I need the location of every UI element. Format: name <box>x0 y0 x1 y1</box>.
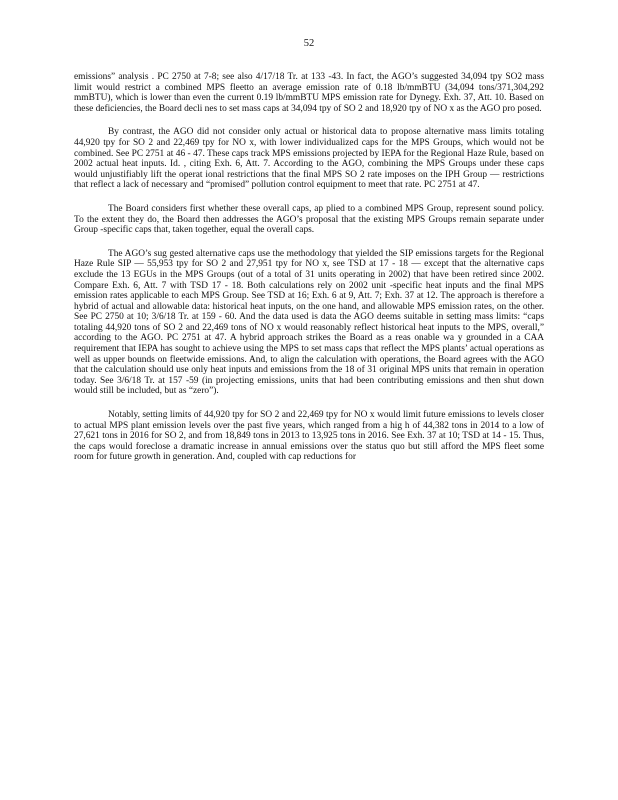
document-body <box>74 72 544 476</box>
paragraph-2: By contrast, the AGO did not consider only actual or historical data to propose alternative mass limits totaling 44,920 tpy for SO 2 and 22,469 tpy for NO x, with lower individualized caps for the MPS Groups, which would not be combined. See PC 2751 at 46 - 47. These caps track MPS emissions projected by IEPA for the Regional Haze Rule, based on 2002 actual heat inputs. Id. , citing Exh. 6, Att. 7. According to the AGO, combining the MPS Groups under these caps would unjustifiably lift the operat ional restrictions that the final MPS SO 2 rate imposes on the IPH Group — restrictions that reflect a lack of necessary and “promised” pollution control equipment to meet that rate. PC 2751 at 47. <box>74 127 544 191</box>
paragraph-5: Notably, setting limits of 44,920 tpy for SO 2 and 22,469 tpy for NO x would limit future emissions to levels closer to actual MPS plant emission levels over the past five years, which ranged from a hig h of 44,382 tons in 2014 to a low of 27,621 tons in 2016 for SO 2, and from 18,849 tons in 2013 to 13,925 tons in 2016. See Exh. 37 at 10; TSD at 14 - 15. Thus, the caps would foreclose a dramatic increase in annual emissions over the status quo but still afford the MPS fleet some room for future growth in generation. And, coupled with cap reductions for <box>74 410 544 463</box>
paragraph-3: The Board considers first whether these overall caps, ap plied to a combined MPS Group, represent sound policy. To the extent they do, the Board then addresses the AGO’s proposal that the existing MPS Groups remain separate under Group -specific caps that, taken together, equal the overall caps. <box>74 203 544 236</box>
page-number: 52 <box>303 38 315 49</box>
paragraph-1: emissions” analysis . PC 2750 at 7-8; see also 4/17/18 Tr. at 133 -43. In fact, the AGO’s suggested 34,094 tpy SO2 mass limit would restrict a combined MPS fleetto an average emission rate of 0.18 lb/mmBTU (34,094 tons/371,304,292 mmBTU), which is lower than even the current 0.19 lb/mmBTU MPS emission rate for Dynegy. Exh. 37, Att. 10. Based on these deficiencies, the Board decli nes to set mass caps at 34,094 tpy of SO 2 and 18,920 tpy of NO x as the AGO pro posed. <box>74 72 544 114</box>
paragraph-4: The AGO’s sug gested alternative caps use the methodology that yielded the SIP emissions targets for the Regional Haze Rule SIP — 55,953 tpy for SO 2 and 27,951 tpy for NO x, see TSD at 17 - 18 — except that the alternative caps exclude the 13 EGUs in the MPS Groups (out of a total of 31 units operating in 2002) that have been retired since 2002. Compare Exh. 6, Att. 7 with TSD 17 - 18. Both calculations rely on 2002 unit -specific heat inputs and the final MPS emission rates applicable to each MPS Group. See TSD at 16; Exh. 6 at 9, Att. 7; Exh. 37 at 12. The approach is therefore a hybrid of actual and allowable data: historical heat inputs, on the one hand, and allowable MPS emission rates, on the other. See PC 2750 at 10; 3/6/18 Tr. at 159 - 60. And the data used is data the AGO deems suitable in setting mass limits: “caps totaling 44,920 tons of SO 2 and 22,469 tons of NO x would reasonably reflect historical heat inputs to the MPS, overall,” according to the AGO. PC 2751 at 47. A hybrid approach strikes the Board as a reas onable wa y grounded in a CAA requirement that IEPA has sought to achieve using the MPS to set mass caps that reflect the MPS plants’ actual operations as well as upper bounds on fleetwide emissions. And, to align the calculation with operations, the Board agrees with the AGO that the calculation should use only heat inputs and emissions from the 18 of 31 original MPS units that remain in operation today. See 3/6/18 Tr. at 157 -59 (in projecting emissions, units that had been contributing emissions and then shut down would still be included, but as “zero”). <box>74 248 544 397</box>
